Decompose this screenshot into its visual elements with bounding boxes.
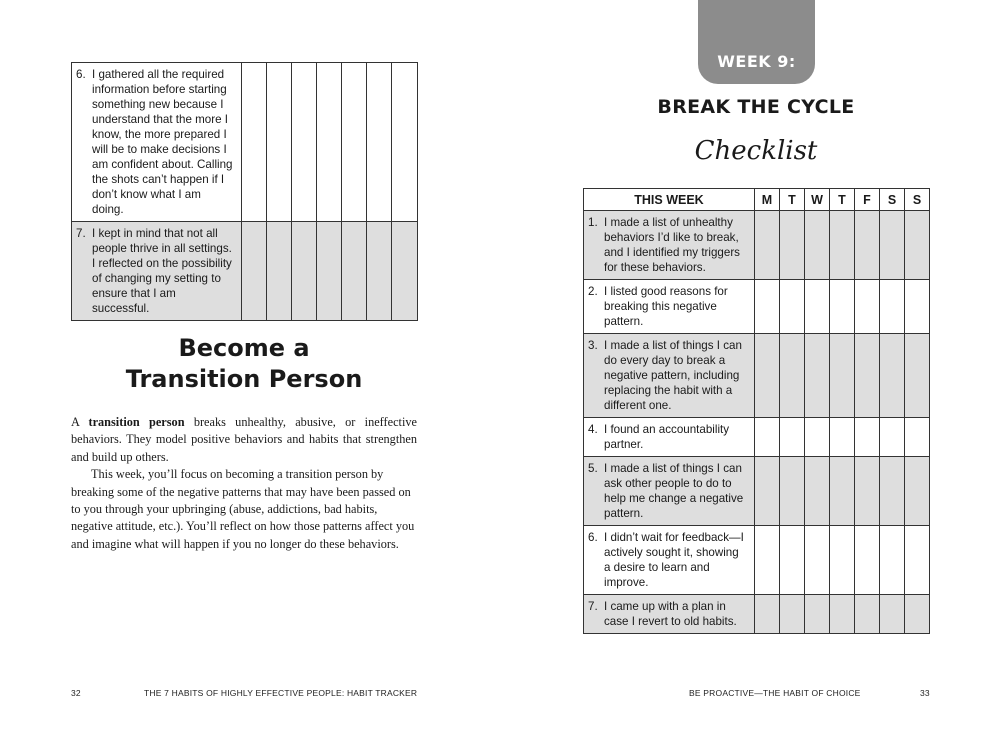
day-checkbox-cell[interactable] bbox=[755, 457, 780, 526]
day-checkbox-cell[interactable] bbox=[755, 280, 780, 334]
day-header: S bbox=[880, 189, 905, 211]
day-checkbox-cell[interactable] bbox=[805, 280, 830, 334]
day-checkbox-cell[interactable] bbox=[755, 526, 780, 595]
table-row bbox=[584, 457, 930, 526]
day-checkbox-cell[interactable] bbox=[830, 418, 855, 457]
weekly-checklist-table bbox=[583, 188, 930, 634]
table-row bbox=[72, 222, 418, 321]
item-text: I didn’t wait for feedback—I actively sought it, showing a desire to learn and improve. bbox=[604, 531, 744, 589]
day-checkbox-cell[interactable] bbox=[780, 334, 805, 418]
day-checkbox-cell[interactable] bbox=[905, 211, 930, 280]
day-checkbox-cell[interactable] bbox=[242, 63, 267, 222]
day-checkbox-cell[interactable] bbox=[905, 457, 930, 526]
day-checkbox-cell[interactable] bbox=[317, 63, 342, 222]
day-checkbox-cell[interactable] bbox=[292, 63, 317, 222]
table-row bbox=[584, 595, 930, 634]
day-checkbox-cell[interactable] bbox=[805, 418, 830, 457]
day-checkbox-cell[interactable] bbox=[780, 457, 805, 526]
item-number: 7. bbox=[76, 227, 86, 240]
item-text: I made a list of things I can do every day to break a negative pattern, including replacing the habit with a different one. bbox=[604, 339, 742, 412]
page-number-left: 32 bbox=[71, 688, 81, 698]
day-checkbox-cell[interactable] bbox=[780, 418, 805, 457]
day-checkbox-cell[interactable] bbox=[880, 211, 905, 280]
day-header: M bbox=[755, 189, 780, 211]
day-checkbox-cell[interactable] bbox=[855, 418, 880, 457]
day-checkbox-cell[interactable] bbox=[392, 222, 418, 321]
habit-item bbox=[584, 211, 755, 280]
day-header: T bbox=[780, 189, 805, 211]
item-text: I found an accountability partner. bbox=[604, 423, 730, 451]
day-checkbox-cell[interactable] bbox=[880, 334, 905, 418]
day-checkbox-cell[interactable] bbox=[830, 595, 855, 634]
day-checkbox-cell[interactable] bbox=[392, 63, 418, 222]
body-text bbox=[71, 414, 417, 553]
habit-item bbox=[72, 222, 242, 321]
day-checkbox-cell[interactable] bbox=[855, 280, 880, 334]
item-number: 6. bbox=[76, 68, 86, 81]
item-number: 1. bbox=[588, 216, 598, 229]
day-checkbox-cell[interactable] bbox=[830, 334, 855, 418]
day-checkbox-cell[interactable] bbox=[367, 63, 392, 222]
item-number: 5. bbox=[588, 462, 598, 475]
day-checkbox-cell[interactable] bbox=[267, 63, 292, 222]
day-checkbox-cell[interactable] bbox=[342, 63, 367, 222]
day-header: W bbox=[805, 189, 830, 211]
week-subtitle: BREAK THE CYCLE bbox=[657, 96, 855, 118]
day-checkbox-cell[interactable] bbox=[855, 334, 880, 418]
page-number-right: 33 bbox=[920, 688, 930, 698]
day-checkbox-cell[interactable] bbox=[805, 595, 830, 634]
day-checkbox-cell[interactable] bbox=[805, 457, 830, 526]
item-number: 4. bbox=[588, 423, 598, 436]
table-row bbox=[72, 63, 418, 222]
day-checkbox-cell[interactable] bbox=[855, 526, 880, 595]
day-checkbox-cell[interactable] bbox=[855, 595, 880, 634]
day-checkbox-cell[interactable] bbox=[905, 595, 930, 634]
table-row bbox=[584, 526, 930, 595]
day-header: T bbox=[830, 189, 855, 211]
item-text: I listed good reasons for breaking this negative pattern. bbox=[604, 285, 728, 328]
habit-item bbox=[584, 526, 755, 595]
day-checkbox-cell[interactable] bbox=[780, 211, 805, 280]
day-checkbox-cell[interactable] bbox=[242, 222, 267, 321]
day-checkbox-cell[interactable] bbox=[755, 334, 780, 418]
day-checkbox-cell[interactable] bbox=[780, 280, 805, 334]
day-checkbox-cell[interactable] bbox=[905, 334, 930, 418]
day-checkbox-cell[interactable] bbox=[780, 526, 805, 595]
item-text: I made a list of things I can ask other people to do to help me change a negative pattern. bbox=[604, 462, 744, 520]
item-number: 3. bbox=[588, 339, 598, 352]
this-week-header: THIS WEEK bbox=[584, 189, 755, 211]
day-checkbox-cell[interactable] bbox=[317, 222, 342, 321]
day-checkbox-cell[interactable] bbox=[855, 457, 880, 526]
day-checkbox-cell[interactable] bbox=[367, 222, 392, 321]
intro-paragraph: A transition person breaks unhealthy, abusive, or ineffective behaviors. They model positive behaviors and habits that strengthen and build up others. bbox=[71, 415, 417, 464]
day-checkbox-cell[interactable] bbox=[292, 222, 317, 321]
item-text: I came up with a plan in case I revert to old habits. bbox=[604, 600, 737, 628]
habit-item bbox=[584, 280, 755, 334]
day-checkbox-cell[interactable] bbox=[755, 211, 780, 280]
habit-item bbox=[584, 418, 755, 457]
item-number: 6. bbox=[588, 531, 598, 544]
day-checkbox-cell[interactable] bbox=[905, 526, 930, 595]
day-checkbox-cell[interactable] bbox=[830, 280, 855, 334]
day-checkbox-cell[interactable] bbox=[855, 211, 880, 280]
day-checkbox-cell[interactable] bbox=[905, 418, 930, 457]
item-text: I kept in mind that not all people thrive in all settings. I reflected on the possibility of changing my setting to ensure that I am successful. bbox=[92, 227, 232, 315]
day-checkbox-cell[interactable] bbox=[267, 222, 292, 321]
running-title-left: THE 7 HABITS OF HIGHLY EFFECTIVE PEOPLE: HABIT TRACKER bbox=[144, 688, 418, 698]
table-row bbox=[584, 334, 930, 418]
day-checkbox-cell[interactable] bbox=[805, 211, 830, 280]
day-checkbox-cell[interactable] bbox=[905, 280, 930, 334]
day-checkbox-cell[interactable] bbox=[880, 595, 905, 634]
item-text: I made a list of unhealthy behaviors I’d like to break, and I identified my triggers for these behaviors. bbox=[604, 216, 740, 274]
day-checkbox-cell[interactable] bbox=[805, 334, 830, 418]
day-checkbox-cell[interactable] bbox=[755, 595, 780, 634]
day-checkbox-cell[interactable] bbox=[880, 418, 905, 457]
day-checkbox-cell[interactable] bbox=[830, 457, 855, 526]
table-row bbox=[584, 280, 930, 334]
habit-item bbox=[584, 595, 755, 634]
day-checkbox-cell[interactable] bbox=[880, 457, 905, 526]
item-text: I gathered all the required information before starting something new because I understand that the more I know, the more prepared I will be to make decisions I am confident about. Calling the shots can’t happen if I don’t know what I am doing. bbox=[92, 68, 233, 216]
left-habit-table bbox=[71, 62, 418, 321]
table-row bbox=[584, 211, 930, 280]
running-title-right: BE PROACTIVE—THE HABIT OF CHOICE bbox=[689, 688, 861, 698]
item-number: 7. bbox=[588, 600, 598, 613]
day-header: S bbox=[905, 189, 930, 211]
habit-item bbox=[72, 63, 242, 222]
day-header: F bbox=[855, 189, 880, 211]
checklist-title: Checklist bbox=[694, 136, 818, 166]
day-checkbox-cell[interactable] bbox=[755, 418, 780, 457]
day-checkbox-cell[interactable] bbox=[880, 526, 905, 595]
day-checkbox-cell[interactable] bbox=[342, 222, 367, 321]
section-heading: Become a Transition Person bbox=[125, 334, 363, 393]
week-tab: WEEK 9: bbox=[698, 0, 815, 84]
item-number: 2. bbox=[588, 285, 598, 298]
habit-item bbox=[584, 334, 755, 418]
focus-paragraph: This week, you’ll focus on becoming a transition person by breaking some of the negative patterns that may have been passed on to you through your upbringing (abuse, addictions, bad habits, negative attitude, etc.). You’ll reflect on how those patterns affect you and imagine what will happen if you no longer do these behaviors. bbox=[71, 467, 415, 551]
day-checkbox-cell[interactable] bbox=[780, 595, 805, 634]
day-checkbox-cell[interactable] bbox=[805, 526, 830, 595]
table-row bbox=[584, 418, 930, 457]
day-checkbox-cell[interactable] bbox=[830, 211, 855, 280]
day-checkbox-cell[interactable] bbox=[880, 280, 905, 334]
day-checkbox-cell[interactable] bbox=[830, 526, 855, 595]
habit-item bbox=[584, 457, 755, 526]
